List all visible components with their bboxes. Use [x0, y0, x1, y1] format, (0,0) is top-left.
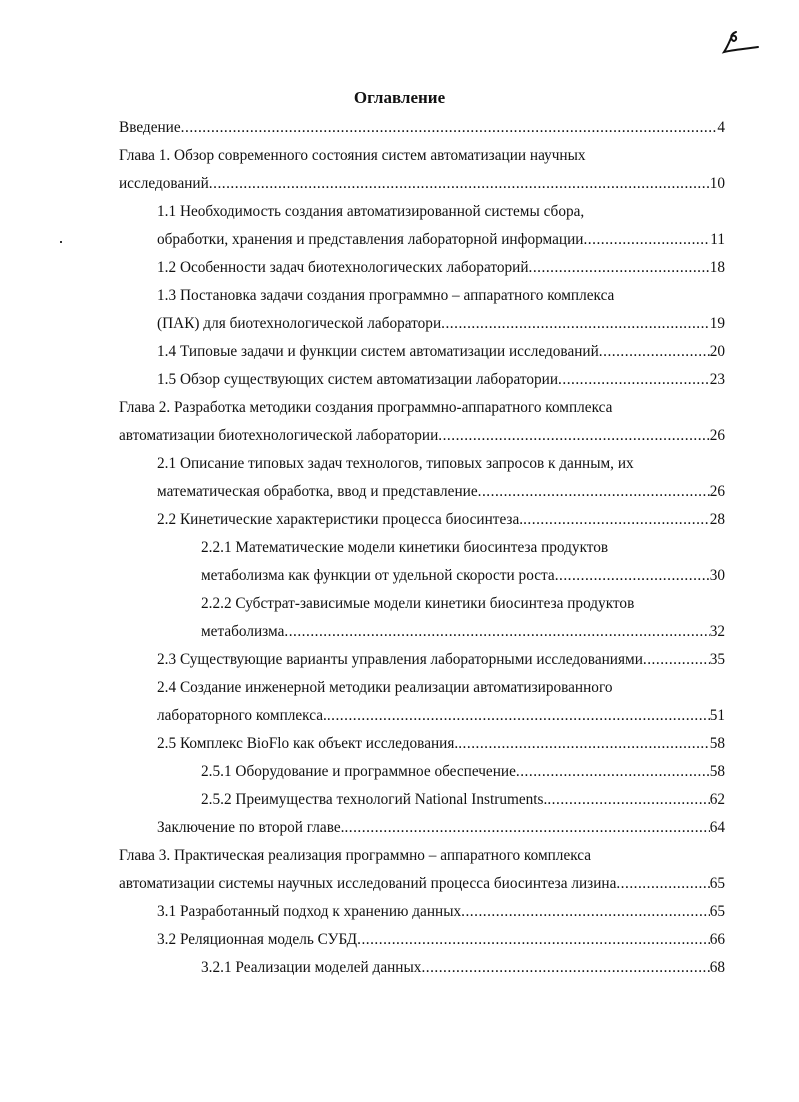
toc-entry-line-with-page	[119, 954, 725, 982]
toc-entry[interactable]	[119, 926, 725, 954]
toc-entry-line	[119, 534, 725, 562]
toc-page-number: 51	[709, 707, 725, 724]
toc-entry-text: 1.2 Особенности задач биотехнологических лабораторий	[157, 259, 529, 276]
dot-leader	[583, 226, 710, 254]
toc-entry[interactable]	[119, 730, 725, 758]
toc-page-number: 20	[709, 343, 725, 360]
dot-leader	[478, 478, 710, 506]
toc-entry-text: метаболизма как функции от удельной скорости роста	[201, 567, 555, 584]
dot-leader	[209, 170, 710, 198]
toc-entry-line-with-page	[119, 338, 725, 366]
dot-leader	[555, 562, 710, 590]
toc-entry-line-with-page	[119, 226, 725, 254]
dot-leader	[558, 366, 710, 394]
table-of-contents	[119, 114, 725, 982]
dot-leader	[516, 758, 710, 786]
toc-entry[interactable]	[119, 814, 725, 842]
toc-entry-line-with-page	[119, 758, 725, 786]
toc-entry-text: лабораторного комплекса.	[157, 707, 327, 724]
toc-entry-line-with-page	[119, 786, 725, 814]
dot-leader	[327, 702, 710, 730]
toc-entry-line-with-page	[119, 814, 725, 842]
dot-leader	[523, 506, 710, 534]
toc-entry-line-with-page	[119, 898, 725, 926]
toc-entry[interactable]	[119, 646, 725, 674]
toc-entry-line-with-page	[119, 646, 725, 674]
toc-page-number: 65	[709, 903, 725, 920]
toc-page-number: 65	[709, 875, 725, 892]
toc-page-number: 19	[709, 315, 725, 332]
toc-entry-text: метаболизма	[201, 623, 285, 640]
toc-page-number: 62	[709, 791, 725, 808]
toc-entry-line	[119, 198, 725, 226]
dot-leader	[344, 814, 709, 842]
dot-leader	[438, 422, 709, 450]
toc-entry-text: 2.1 Описание типовых задач технологов, типовых запросов к данным, их	[157, 455, 634, 472]
toc-entry-line	[119, 394, 725, 422]
dot-leader	[599, 338, 710, 366]
toc-entry-line-with-page	[119, 366, 725, 394]
toc-page-number: 18	[709, 259, 725, 276]
toc-page-number: 10	[709, 175, 725, 192]
toc-entry-line-with-page	[119, 478, 725, 506]
toc-entry-text: 3.1 Разработанный подход к хранению данных	[157, 903, 462, 920]
toc-entry-text: 3.2 Реляционная модель СУБД	[157, 931, 358, 948]
toc-entry[interactable]	[119, 366, 725, 394]
toc-page-number: 58	[709, 735, 725, 752]
toc-entry-text: Глава 1. Обзор современного состояния систем автоматизации научных	[119, 147, 586, 164]
toc-entry[interactable]	[119, 842, 725, 898]
toc-entry[interactable]	[119, 114, 725, 142]
dot-leader	[616, 870, 709, 898]
toc-page-number: 35	[709, 651, 725, 668]
dot-leader	[181, 114, 718, 142]
toc-entry-line-with-page	[119, 114, 725, 142]
toc-entry-line	[119, 674, 725, 702]
toc-entry-text: (ПАК) для биотехнологической лаборатори	[157, 315, 442, 332]
toc-page-number: 26	[709, 483, 725, 500]
toc-page-number: 68	[709, 959, 725, 976]
dot-leader	[461, 898, 710, 926]
toc-page-number: 66	[709, 931, 725, 948]
toc-entry-line-with-page	[119, 618, 725, 646]
toc-entry[interactable]	[119, 282, 725, 338]
dot-leader	[441, 310, 710, 338]
toc-entry-text: 2.5.2 Преимущества технологий National Instruments.	[201, 791, 548, 808]
dot-leader	[357, 926, 710, 954]
toc-entry-line-with-page	[119, 702, 725, 730]
toc-entry-line-with-page	[119, 254, 725, 282]
toc-page-number: 4	[717, 119, 725, 136]
toc-entry[interactable]	[119, 450, 725, 506]
toc-entry-text: 2.5.1 Оборудование и программное обеспечение	[201, 763, 516, 780]
toc-entry[interactable]	[119, 394, 725, 450]
toc-entry-text: обработки, хранения и представления лабораторной информации	[157, 231, 584, 248]
toc-entry-line	[119, 282, 725, 310]
toc-entry-line-with-page	[119, 506, 725, 534]
toc-entry-line-with-page	[119, 422, 725, 450]
toc-entry[interactable]	[119, 142, 725, 198]
toc-page-number: 58	[709, 763, 725, 780]
toc-page-number: 11	[710, 231, 725, 248]
toc-entry-text: 2.2.2 Субстрат-зависимые модели кинетики биосинтеза продуктов	[201, 595, 635, 612]
toc-entry[interactable]	[119, 674, 725, 730]
page-title: Оглавление	[353, 88, 446, 107]
toc-page-number: 28	[709, 511, 725, 528]
dot-leader	[421, 954, 709, 982]
toc-entry[interactable]	[119, 534, 725, 590]
toc-entry[interactable]	[119, 786, 725, 814]
dot-leader	[529, 254, 710, 282]
toc-entry-text: 1.5 Обзор существующих систем автоматизации лаборатории	[157, 371, 559, 388]
toc-entry-line	[119, 590, 725, 618]
toc-entry-line-with-page	[119, 310, 725, 338]
toc-entry-line	[119, 842, 725, 870]
toc-entry-text: Введение	[119, 119, 181, 136]
toc-page-number: 30	[709, 567, 725, 584]
toc-entry-text: 2.3 Существующие варианты управления лабораторными исследованиями	[157, 651, 643, 668]
toc-entry-text: 3.2.1 Реализации моделей данных	[201, 959, 422, 976]
toc-entry-text: Заключение по второй главе.	[157, 819, 345, 836]
dot-leader	[284, 618, 709, 646]
toc-entry-line	[119, 142, 725, 170]
toc-page-number: 23	[709, 371, 725, 388]
toc-entry-text: исследований	[119, 175, 209, 192]
toc-entry-text: Глава 3. Практическая реализация программно – аппаратного комплекса	[119, 847, 592, 864]
toc-entry[interactable]	[119, 198, 725, 254]
dot-leader	[547, 786, 709, 814]
toc-entry[interactable]	[119, 898, 725, 926]
dot-leader	[458, 730, 709, 758]
toc-page-number: 64	[709, 819, 725, 836]
toc-entry-text: математическая обработка, ввод и представление	[157, 483, 478, 500]
toc-entry[interactable]	[119, 506, 725, 534]
toc-page-number: 32	[709, 623, 725, 640]
toc-entry-text: автоматизации системы научных исследований процесса биосинтеза лизина	[119, 875, 617, 892]
toc-entry-text: 1.3 Постановка задачи создания программно – аппаратного комплекса	[157, 287, 615, 304]
toc-entry[interactable]	[119, 254, 725, 282]
toc-entry-line-with-page	[119, 730, 725, 758]
toc-entry[interactable]	[119, 954, 725, 982]
toc-entry-line-with-page	[119, 870, 725, 898]
toc-page-number: 26	[709, 427, 725, 444]
toc-entry-line-with-page	[119, 926, 725, 954]
toc-entry-text: 1.1 Необходимость создания автоматизированной системы сбора,	[157, 203, 585, 220]
toc-entry-line-with-page	[119, 170, 725, 198]
toc-entry-text: 2.2 Кинетические характеристики процесса биосинтеза.	[157, 511, 524, 528]
toc-entry[interactable]	[119, 758, 725, 786]
toc-entry-text: автоматизации биотехнологической лаборатории	[119, 427, 439, 444]
toc-entry-text: 1.4 Типовые задачи и функции систем автоматизации исследований	[157, 343, 599, 360]
toc-entry-text: 2.2.1 Математические модели кинетики биосинтеза продуктов	[201, 539, 609, 556]
handwritten-page-mark	[716, 28, 764, 58]
toc-entry-text: Глава 2. Разработка методики создания программно-аппаратного комплекса	[119, 399, 613, 416]
dot-leader	[643, 646, 710, 674]
scan-artifact-dot	[60, 241, 62, 243]
toc-entry-text: 2.4 Создание инженерной методики реализации автоматизированного	[157, 679, 613, 696]
toc-entry-line-with-page	[119, 562, 725, 590]
toc-entry-line	[119, 450, 725, 478]
toc-entry[interactable]	[119, 590, 725, 646]
toc-entry-text: 2.5 Комплекс BioFlo как объект исследования.	[157, 735, 459, 752]
toc-entry[interactable]	[119, 338, 725, 366]
